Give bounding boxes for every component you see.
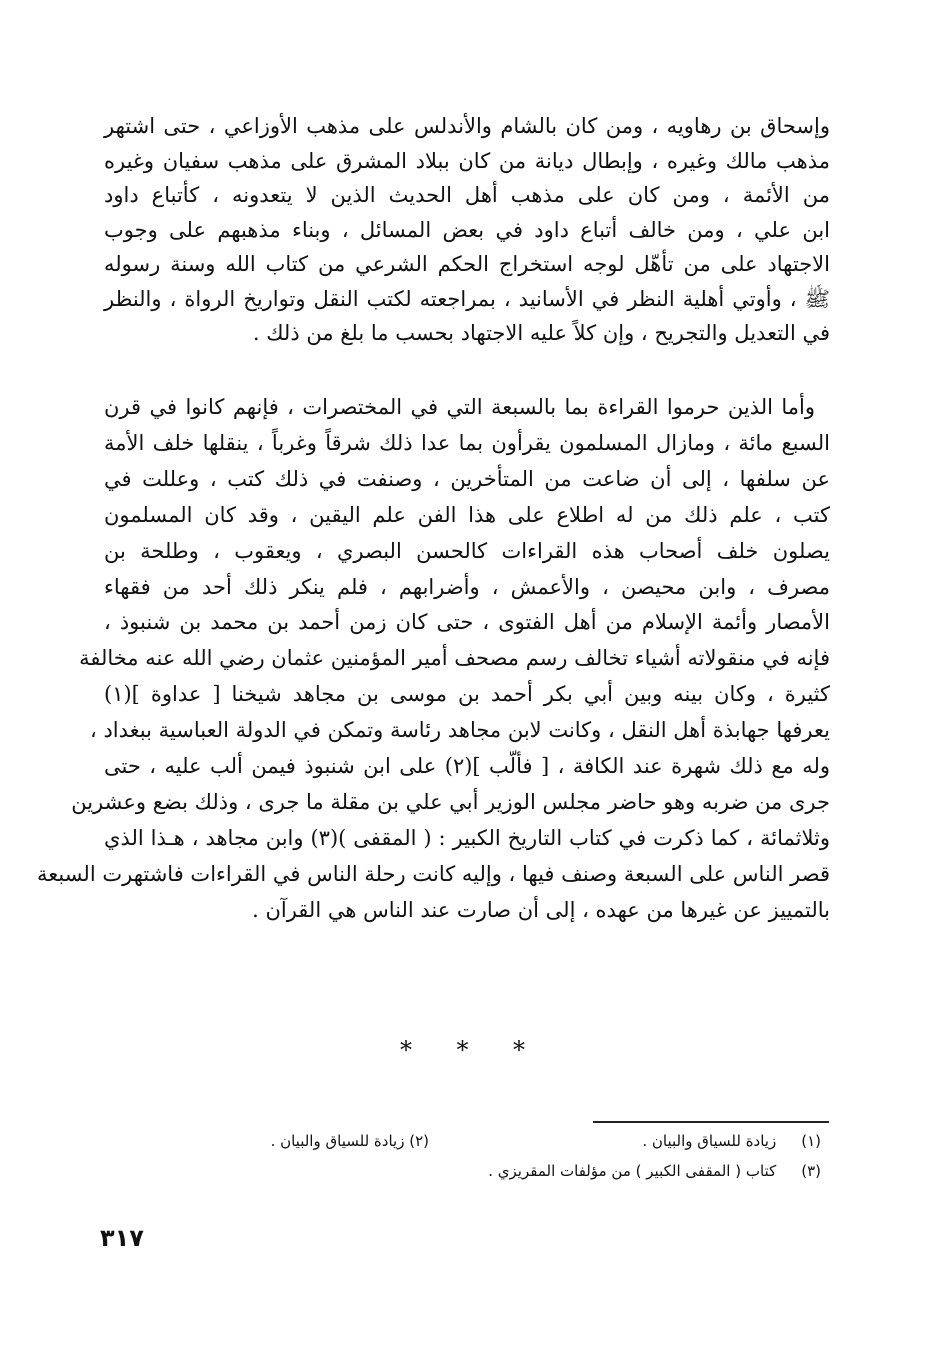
- text-line: قصر الناس على السبعة وصنف فيها ، وإليه كانت رحلة الناس في القراءات فاشتهرت السبعة: [36, 861, 830, 886]
- text-line: السبع مائة ، ومازال المسلمون يقرأون بما عدا ذلك شرقاً وغرباً ، ينقلها خلف الأمة: [104, 430, 830, 455]
- footnote-number: (٣): [801, 1162, 821, 1180]
- text-line: عن سلفها ، إلى أن ضاعت من المتأخرين ، وصنفت في ذلك كتب ، وعللت في: [104, 466, 830, 491]
- text-line: في التعديل والتجريح ، وإن كلاً عليه الاجتهاد بحسب ما بلغ من ذلك .: [252, 321, 830, 345]
- footnote-text: زيادة للسياق والبيان .: [642, 1132, 777, 1150]
- text-line: ابن علي ، ومن خالف أتباع داود في بعض المسائل ، وبناء مذهبهم على وجوب: [104, 217, 830, 242]
- asterisk-icon: *: [513, 1036, 525, 1064]
- text-line: الأمصار وأئمة الإسلام من أهل الفتوى ، حتى كان زمن أحمد بن محمد بن شنبوذ ،: [104, 610, 830, 635]
- footnote-2: [271, 1132, 429, 1150]
- text-line: وأما الذين حرموا القراءة بما بالسبعة التي في المختصرات ، فإنهم كانوا في قرن: [104, 395, 815, 419]
- asterisk-icon: *: [456, 1036, 469, 1064]
- text-line: وإسحاق بن رهاويه ، ومن كان بالشام والأندلس على مذهب الأوزاعي ، حتى اشتهر: [104, 114, 830, 138]
- text-line: يعرفها جهابذة أهل النقل ، وكانت لابن مجاهد رئاسة وتمكن في الدولة العباسية ببغداد ،: [90, 718, 830, 743]
- text-line: ﷺ ، وأوتي أهلية النظر في الأسانيد ، بمراجعته لكتب النقل وتواريخ الرواة ، والنظر: [104, 286, 830, 311]
- text-line: الاجتهاد على من تأهّل لوجه استخراج الحكم الشرعي من كتاب الله وسنة رسوله: [104, 252, 830, 276]
- text-line: مذهب مالك وغيره ، وإبطال ديانة من كان ببلاد المشرق على مذهب سفيان وغيره: [104, 148, 830, 173]
- text-line: جرى من ضربه وهو حاضر مجلس الوزير أبي علي بن مقلة ما جرى ، وذلك بضع وعشرين: [71, 789, 830, 814]
- text-line: من الأئمة ، ومن كان على مذهب أهل الحديث الذين لا يتعدونه ، كأتباع داود: [104, 183, 830, 207]
- text-line: كثيرة ، وكان بينه وبين أبي بكر أحمد بن موسى بن مجاهد شيخنا [ عداوة ](١): [104, 682, 830, 707]
- footnote-number: (٢): [409, 1132, 429, 1150]
- section-separator: [400, 1036, 525, 1064]
- text-line: بالتمييز عن غيرها من عهده ، إلى أن صارت عند الناس هي القرآن .: [252, 897, 830, 922]
- footnote-1: [642, 1132, 821, 1150]
- text-line: فإنه في منقولاته أشياء تخالف رسم مصحف أمير المؤمنين عثمان رضي الله عنه مخالفة: [79, 646, 830, 671]
- footnote-3: [488, 1162, 821, 1180]
- footnote-number: (١): [801, 1132, 821, 1150]
- text-line: يصلون خلف أصحاب هذه القراءات كالحسن البصري ، ويعقوب ، وطلحة بن: [104, 538, 830, 563]
- text-line: وثلاثمائة ، كما ذكرت في كتاب التاريخ الكبير : ( المقفى )(٣) وابن مجاهد ، هـذا الذي: [104, 825, 830, 850]
- text-line: كتب ، علم ذلك من له اطلاع على هذا الفن علم اليقين ، وقد كان المسلمون: [104, 502, 830, 527]
- asterisk-icon: *: [400, 1036, 412, 1064]
- footnote-text: زيادة للسياق والبيان .: [270, 1132, 405, 1150]
- footnote-text: كتاب ( المقفى الكبير ) من مؤلفات المقريزي .: [488, 1162, 777, 1180]
- text-line: مصرف ، وابن محيصن ، والأعمش ، وأضرابهم ، فلم ينكر ذلك أحد من فقهاء: [104, 574, 830, 599]
- page-number: ٣١٧: [100, 1224, 144, 1252]
- footnote-divider: [593, 1121, 829, 1123]
- text-line: وله مع ذلك شهرة عند الكافة ، [ فألّب ](٢) على ابن شنبوذ فيمن ألب عليه ، حتى: [104, 754, 831, 778]
